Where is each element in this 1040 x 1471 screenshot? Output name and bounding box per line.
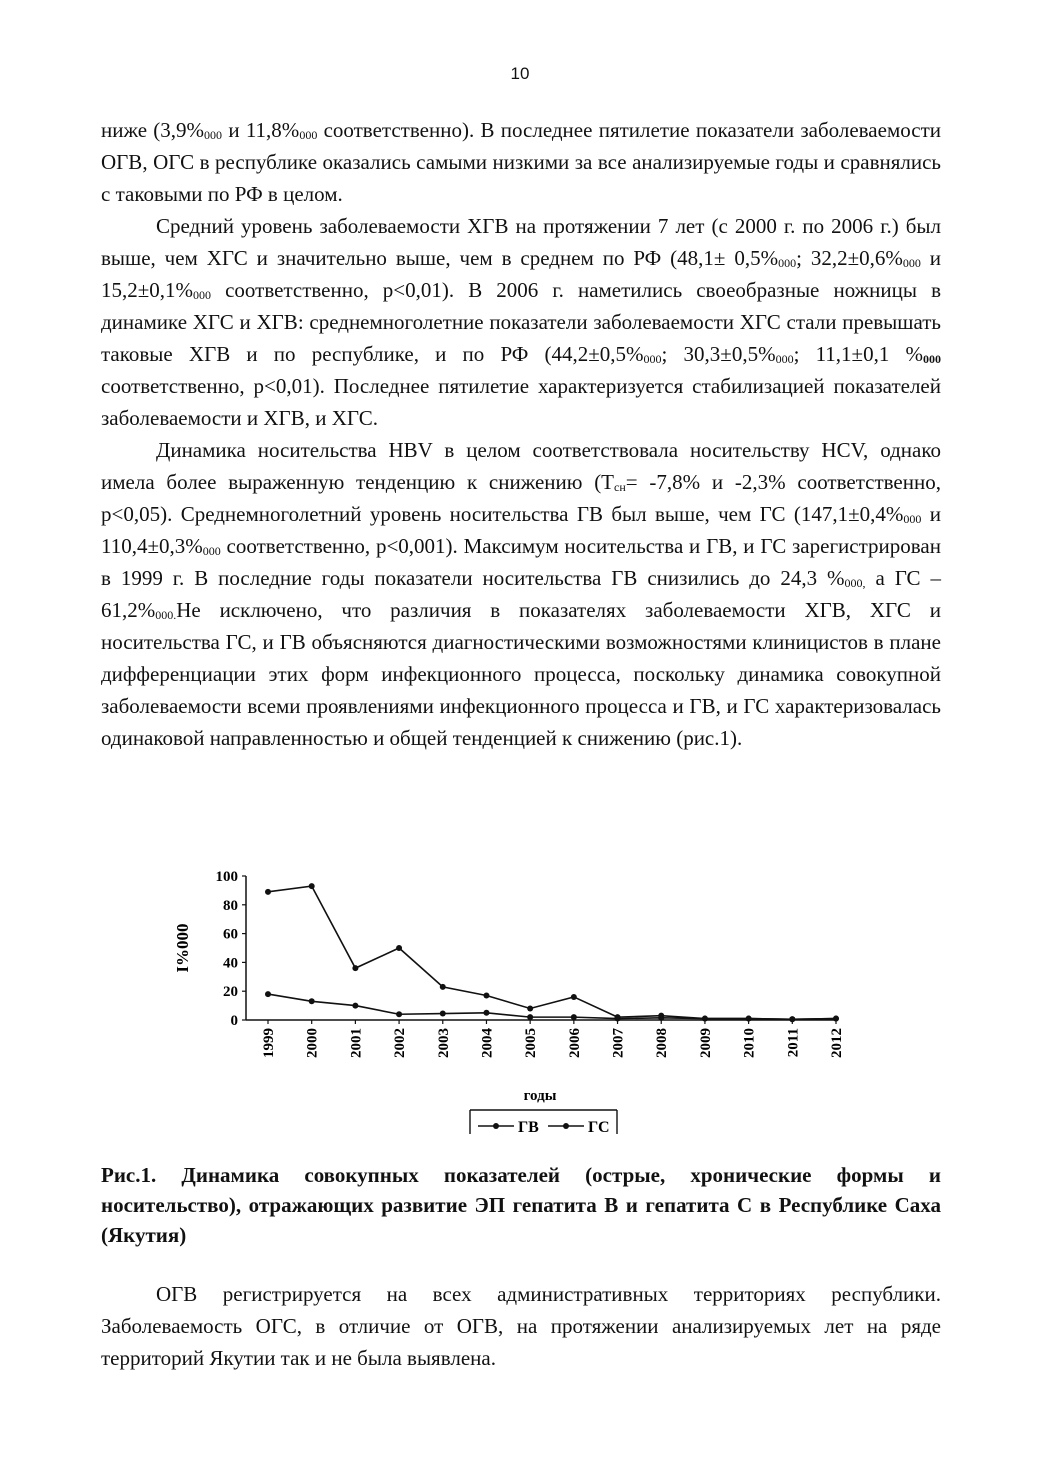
legend-marker-1 [493,1123,499,1129]
data-point [789,1016,795,1022]
paragraph-4: ОГВ регистрируется на всех административных территориях республики. Заболеваемость ОГС, в отличие от ОГВ, на протяжении анализируемых лет на ряде территорий Якутии так и не была выявлена. [101,1282,941,1370]
x-tick-label: 2010 [741,1028,758,1058]
data-point [440,984,446,990]
x-tick-label: 2001 [348,1028,365,1058]
y-tick-label: 60 [223,926,238,943]
x-tick-label: 1999 [261,1028,277,1058]
x-tick-label: 2007 [610,1028,627,1058]
data-point [483,993,489,999]
paragraph-2: Средний уровень заболеваемости ХГВ на протяжении 7 лет (с 2000 г. по 2006 г.) был выше, чем ХГС и значительно выше, чем в среднем по РФ ($48,1\pm 0,5\%_{000}$; $32,2\pm 0,6\%_{000}$ и $15,2\pm 0,1\%_{000}$ соответственно, р<0,01). В 2006 г. наметились своеобразные ножницы в динамике ХГС и ХГВ: среднемноголетние показатели заболеваемости ХГС стали превышать таковые ХГВ и по республике, и по РФ ($44,2\pm 0,5\%_{000}$; $30,3\pm 0,5\%_{000}$; 11,1±0,1 $\%_{000}$ соответственно, р<0,01). Последнее пятилетие характеризуется стабилизацией показателей заболеваемости и ХГВ, и ХГС. [101,214,941,430]
x-tick-label: 2000 [304,1028,321,1058]
line-chart [160,862,860,1137]
x-tick-label: 2012 [829,1028,845,1058]
chart-axes [246,876,838,1020]
data-point [571,1014,577,1020]
x-tick-label: 2008 [654,1028,671,1058]
chart-legend [470,1110,617,1136]
data-point [309,998,315,1004]
x-tick-label: 2004 [479,1028,496,1058]
body-text-bottom [101,1278,941,1374]
data-point [396,945,402,951]
page-number: 10 [510,64,530,83]
data-point [527,1005,533,1011]
legend-label-2: ГС [588,1119,610,1136]
data-point [265,991,271,997]
x-axis-ticks [261,1020,845,1058]
x-tick-label: 2005 [523,1028,540,1058]
data-point [702,1016,708,1022]
chart-series [265,883,839,1022]
y-axis-ticks [216,869,247,1029]
data-point [527,1014,533,1020]
y-tick-label: 40 [223,955,238,972]
data-point [615,1016,621,1022]
x-tick-label: 2011 [785,1028,802,1058]
y-tick-label: 0 [230,1013,238,1029]
body-text-top [101,114,941,754]
x-tick-label: 2009 [697,1028,714,1058]
legend-marker-2 [563,1123,569,1129]
x-tick-label: 2003 [435,1028,452,1058]
paragraph-1: ниже ($3,9\%_{000}$ и $11,8\%_{000}$ соответственно). В последнее пятилетие показатели заболеваемости ОГВ, ОГС в республике оказались самыми низкими за все анализируемые годы и сравнялись с таковыми по РФ в целом. [101,118,941,206]
data-point [352,965,358,971]
paragraph-3: Динамика носительства HBV в целом соответствовала носительству HCV, однако имела более выраженную тенденцию к снижению ($Т_{сн}= -7,8\%$ и -2,3% соответственно, р<0,05). Среднемноголетний уровень носительства ГВ был выше, чем ГС ($147,1\pm 0,4\%_{000}$ и $110,4\pm 0,3\%_{000}$ соответственно, р<0,001). Максимум носительства и ГВ, и ГС зарегистрирован в 1999 г. В последние годы показатели носительства ГВ снизились до 24,3 $\%_{000,}$ а ГС – $61,2\%_{000.}Не$ исключено, что различия в показателях заболеваемости ХГВ, ХГС и носительства ГС, и ГВ объясняются диагностическими возможностями клиницистов в плане дифференциации этих форм инфекционного процесса, поскольку динамика совокупной заболеваемости всеми проявлениями инфекционного процесса и ГВ, и ГС характеризовалась одинаковой направленностью и общей тенденцией к снижению (рис.1). [101,438,941,750]
y-tick-label: 20 [223,984,238,1001]
y-tick-label: 80 [223,897,238,914]
series-line-1 [268,886,836,1019]
x-axis-label: годы [523,1088,557,1104]
data-point [440,1011,446,1017]
x-tick-label: 2002 [392,1028,409,1058]
data-point [746,1016,752,1022]
data-point [396,1011,402,1017]
legend-label-1: ГВ [518,1119,539,1136]
data-point [658,1015,664,1021]
data-point [833,1016,839,1022]
data-point [265,889,271,895]
x-tick-label: 2006 [566,1028,583,1058]
data-point [352,1003,358,1009]
data-point [309,883,315,889]
figure-caption: Рис.1. Динамика совокупных показателей (острые, хронические формы и носительство), отражающих развитие ЭП гепатита В и гепатита С в Республике Саха (Якутия) [101,1163,941,1247]
y-tick-label: 100 [215,869,238,885]
data-point [483,1010,489,1016]
data-point [571,994,577,1000]
y-axis-label: I%000 [173,923,192,973]
